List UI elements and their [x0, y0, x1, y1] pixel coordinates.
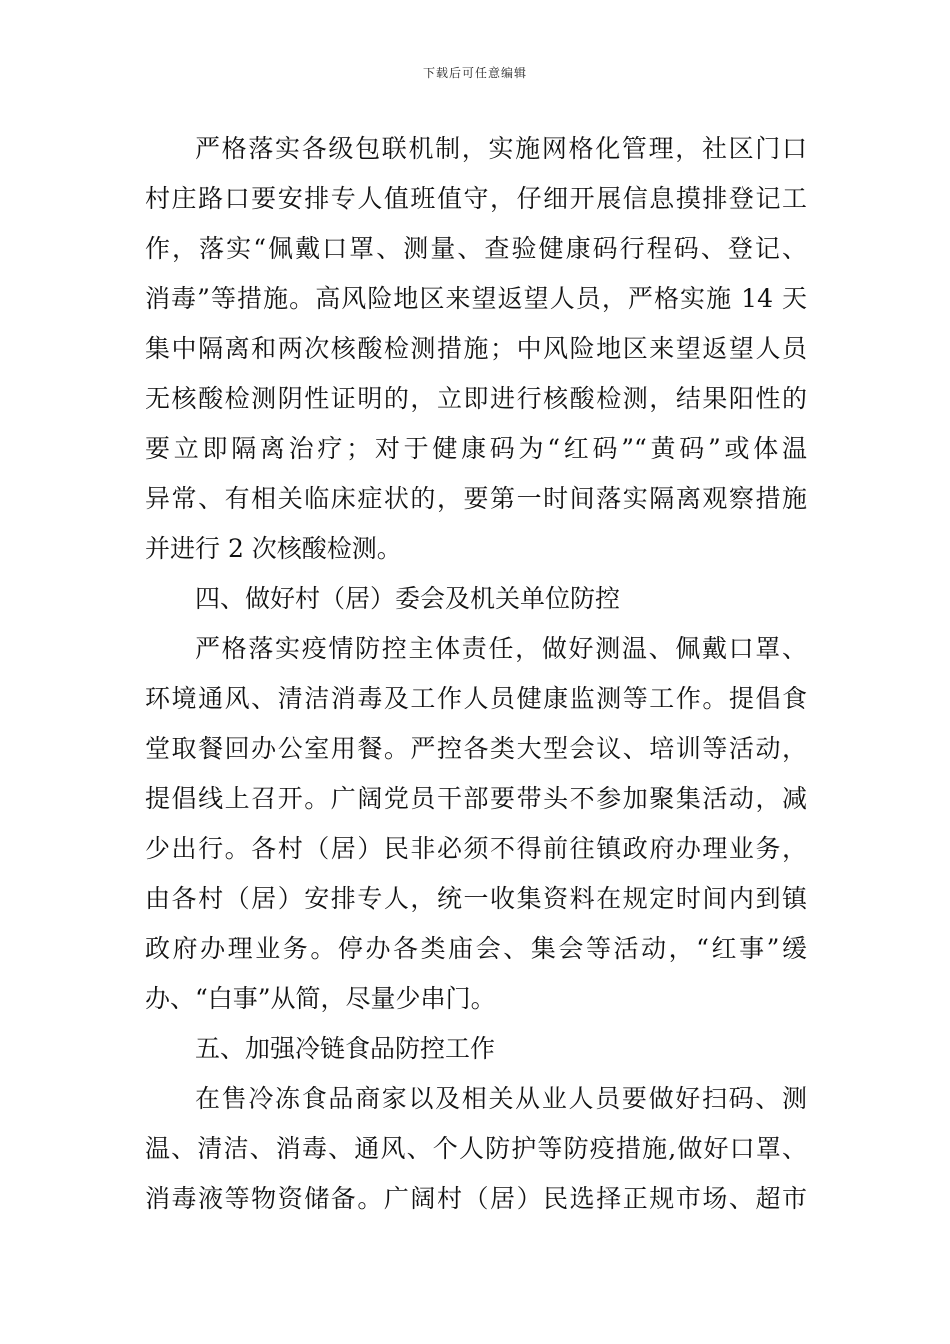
paragraph-line: 消毒”等措施。高风险地区来望返望人员，严格实施 14 天	[145, 284, 807, 313]
page-header: 下载后可任意编辑	[422, 66, 527, 80]
paragraph-line: 并进行 2 次核酸检测。	[145, 534, 402, 563]
paragraph-line: 少出行。各村（居）民非必须不得前往镇政府办理业务，	[145, 834, 807, 863]
section-heading: 五、加强冷链食品防控工作	[195, 1034, 496, 1063]
paragraph-line: 严格落实疫情防控主体责任，做好测温、佩戴口罩、	[195, 634, 807, 663]
paragraph-line: 村庄路口要安排专人值班值守，仔细开展信息摸排登记工	[145, 184, 807, 213]
document-body	[145, 124, 807, 1224]
paragraph-line: 办、“白事”从简，尽量少串门。	[145, 984, 496, 1013]
section-heading: 四、做好村（居）委会及机关单位防控	[195, 584, 621, 613]
paragraph-line: 堂取餐回办公室用餐。严控各类大型会议、培训等活动，	[145, 734, 807, 763]
paragraph-line: 集中隔离和两次核酸检测措施；中风险地区来望返望人员	[145, 334, 807, 363]
paragraph-line: 政府办理业务。停办各类庙会、集会等活动，“红事”缓	[145, 934, 807, 963]
paragraph-line: 作，落实“佩戴口罩、测量、查验健康码行程码、登记、	[145, 234, 807, 263]
paragraph-line: 无核酸检测阴性证明的，立即进行核酸检测，结果阳性的	[145, 384, 807, 413]
paragraph-line: 消毒液等物资储备。广阔村（居）民选择正规市场、超市	[145, 1184, 807, 1213]
paragraph-line: 异常、有相关临床症状的，要第一时间落实隔离观察措施	[145, 484, 807, 513]
paragraph-line: 在售冷冻食品商家以及相关从业人员要做好扫码、测	[195, 1084, 807, 1113]
paragraph-line: 由各村（居）安排专人，统一收集资料在规定时间内到镇	[145, 884, 807, 913]
paragraph-line: 严格落实各级包联机制，实施网格化管理，社区门口	[195, 134, 807, 163]
paragraph-line: 提倡线上召开。广阔党员干部要带头不参加聚集活动，减	[145, 784, 807, 813]
paragraph-line: 环境通风、清洁消毒及工作人员健康监测等工作。提倡食	[145, 684, 807, 713]
paragraph-line: 温、清洁、消毒、通风、个人防护等防疫措施,做好口罩、	[145, 1134, 807, 1163]
paragraph-line: 要立即隔离治疗；对于健康码为“红码”“黄码”或体温	[145, 434, 807, 463]
